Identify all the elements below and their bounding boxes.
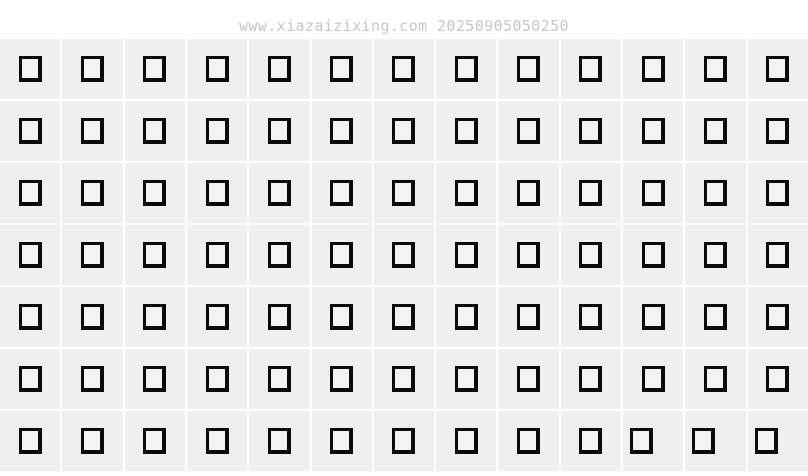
glyph-cell xyxy=(748,287,808,347)
glyph-cell xyxy=(685,411,745,471)
glyph-cell xyxy=(0,287,60,347)
glyph-cell xyxy=(125,349,185,409)
glyph-cell xyxy=(312,39,372,99)
watermark-text: www.xiazaizixing.com 20250905050250 xyxy=(238,17,570,35)
glyph-cell xyxy=(125,101,185,161)
missing-glyph-box-icon xyxy=(642,304,665,330)
glyph-cell xyxy=(748,411,808,471)
missing-glyph-box-icon xyxy=(392,304,415,330)
missing-glyph-box-icon xyxy=(19,118,42,144)
missing-glyph-box-icon xyxy=(268,118,291,144)
glyph-cell xyxy=(0,411,60,471)
glyph-cell xyxy=(125,225,185,285)
missing-glyph-box-icon xyxy=(206,428,229,454)
missing-glyph-box-icon xyxy=(143,56,166,82)
missing-glyph-box-icon xyxy=(268,180,291,206)
glyph-cell xyxy=(62,287,122,347)
glyph-cell xyxy=(374,225,434,285)
glyph-cell xyxy=(374,287,434,347)
glyph-cell xyxy=(436,101,496,161)
missing-glyph-box-icon xyxy=(392,428,415,454)
glyph-cell xyxy=(436,287,496,347)
glyph-cell xyxy=(561,163,621,223)
missing-glyph-box-icon xyxy=(19,180,42,206)
missing-glyph-box-icon xyxy=(766,366,789,392)
glyph-cell xyxy=(249,349,309,409)
missing-glyph-box-icon xyxy=(704,118,727,144)
glyph-cell xyxy=(436,349,496,409)
missing-glyph-box-icon xyxy=(517,428,540,454)
missing-glyph-box-icon xyxy=(517,366,540,392)
glyph-cell xyxy=(436,411,496,471)
missing-glyph-box-icon xyxy=(579,242,602,268)
missing-glyph-box-icon xyxy=(19,304,42,330)
glyph-cell xyxy=(498,101,558,161)
glyph-cell xyxy=(249,287,309,347)
glyph-cell xyxy=(374,411,434,471)
glyph-cell xyxy=(436,225,496,285)
missing-glyph-box-icon xyxy=(579,180,602,206)
glyph-cell xyxy=(0,163,60,223)
missing-glyph-box-icon xyxy=(766,242,789,268)
missing-glyph-box-icon xyxy=(81,180,104,206)
glyph-cell xyxy=(187,101,247,161)
glyph-cell xyxy=(748,101,808,161)
missing-glyph-box-icon xyxy=(517,180,540,206)
missing-glyph-box-icon xyxy=(19,428,42,454)
glyph-cell xyxy=(498,163,558,223)
glyph-cell xyxy=(561,349,621,409)
glyph-cell xyxy=(312,225,372,285)
glyph-cell xyxy=(187,287,247,347)
glyph-cell xyxy=(0,225,60,285)
missing-glyph-box-icon xyxy=(517,242,540,268)
glyph-cell xyxy=(374,39,434,99)
missing-glyph-box-icon xyxy=(19,56,42,82)
glyph-cell xyxy=(249,101,309,161)
glyph-cell xyxy=(374,163,434,223)
glyph-cell xyxy=(187,225,247,285)
glyph-cell xyxy=(685,287,745,347)
missing-glyph-box-icon xyxy=(206,180,229,206)
glyph-cell xyxy=(561,287,621,347)
missing-glyph-box-icon xyxy=(392,118,415,144)
glyph-cell xyxy=(436,39,496,99)
missing-glyph-box-icon xyxy=(455,242,478,268)
missing-glyph-box-icon xyxy=(268,428,291,454)
missing-glyph-box-icon xyxy=(330,304,353,330)
missing-glyph-box-icon xyxy=(143,242,166,268)
missing-glyph-box-icon xyxy=(143,118,166,144)
missing-glyph-box-icon xyxy=(642,366,665,392)
missing-glyph-box-icon xyxy=(206,304,229,330)
glyph-cell xyxy=(187,349,247,409)
glyph-cell xyxy=(685,163,745,223)
glyph-cell xyxy=(623,163,683,223)
glyph-cell xyxy=(125,163,185,223)
glyph-cell xyxy=(623,39,683,99)
glyph-cell xyxy=(249,225,309,285)
glyph-cell xyxy=(685,225,745,285)
glyph-cell xyxy=(312,101,372,161)
glyph-cell xyxy=(623,287,683,347)
missing-glyph-box-icon xyxy=(143,428,166,454)
missing-glyph-box-icon xyxy=(455,366,478,392)
glyph-cell xyxy=(623,101,683,161)
glyph-cell xyxy=(498,411,558,471)
glyph-cell xyxy=(62,349,122,409)
missing-glyph-box-icon xyxy=(704,242,727,268)
glyph-cell xyxy=(498,225,558,285)
missing-glyph-box-icon xyxy=(455,118,478,144)
glyph-cell xyxy=(436,163,496,223)
glyph-cell xyxy=(498,287,558,347)
missing-glyph-box-icon xyxy=(268,242,291,268)
missing-glyph-box-icon xyxy=(19,242,42,268)
missing-glyph-box-icon xyxy=(704,304,727,330)
missing-glyph-box-icon xyxy=(392,180,415,206)
missing-glyph-box-icon xyxy=(517,304,540,330)
missing-glyph-box-icon xyxy=(81,366,104,392)
glyph-cell xyxy=(312,349,372,409)
missing-glyph-box-icon xyxy=(19,366,42,392)
glyph-cell xyxy=(561,225,621,285)
missing-glyph-box-icon xyxy=(268,304,291,330)
glyph-cell xyxy=(561,411,621,471)
glyph-cell xyxy=(374,349,434,409)
missing-glyph-box-icon xyxy=(143,304,166,330)
glyph-cell xyxy=(685,101,745,161)
missing-glyph-box-icon xyxy=(81,242,104,268)
missing-glyph-box-icon xyxy=(330,118,353,144)
missing-glyph-box-icon xyxy=(766,304,789,330)
missing-glyph-box-icon xyxy=(642,56,665,82)
missing-glyph-box-icon xyxy=(704,56,727,82)
glyph-cell xyxy=(125,39,185,99)
missing-glyph-box-icon xyxy=(755,428,778,454)
glyph-cell xyxy=(561,101,621,161)
glyph-cell xyxy=(748,39,808,99)
missing-glyph-box-icon xyxy=(143,366,166,392)
glyph-cell xyxy=(249,163,309,223)
missing-glyph-box-icon xyxy=(455,428,478,454)
glyph-cell xyxy=(623,411,683,471)
missing-glyph-box-icon xyxy=(143,180,166,206)
glyph-cell xyxy=(374,101,434,161)
missing-glyph-box-icon xyxy=(268,366,291,392)
glyph-cell xyxy=(187,163,247,223)
missing-glyph-box-icon xyxy=(206,242,229,268)
missing-glyph-box-icon xyxy=(642,118,665,144)
glyph-cell xyxy=(187,411,247,471)
glyph-cell xyxy=(561,39,621,99)
glyph-cell xyxy=(312,163,372,223)
missing-glyph-box-icon xyxy=(766,118,789,144)
glyph-cell xyxy=(125,411,185,471)
glyph-cell xyxy=(312,411,372,471)
glyph-cell xyxy=(62,163,122,223)
glyph-cell xyxy=(62,39,122,99)
glyph-cell xyxy=(498,39,558,99)
missing-glyph-box-icon xyxy=(206,366,229,392)
glyph-cell xyxy=(748,225,808,285)
missing-glyph-box-icon xyxy=(455,304,478,330)
missing-glyph-box-icon xyxy=(766,56,789,82)
glyph-cell xyxy=(0,39,60,99)
missing-glyph-box-icon xyxy=(206,118,229,144)
missing-glyph-box-icon xyxy=(330,180,353,206)
watermark-bar xyxy=(0,0,808,39)
glyph-grid xyxy=(0,39,808,471)
missing-glyph-box-icon xyxy=(579,118,602,144)
missing-glyph-box-icon xyxy=(81,118,104,144)
missing-glyph-box-icon xyxy=(455,180,478,206)
glyph-cell xyxy=(498,349,558,409)
missing-glyph-box-icon xyxy=(330,242,353,268)
missing-glyph-box-icon xyxy=(81,428,104,454)
missing-glyph-box-icon xyxy=(579,366,602,392)
glyph-cell xyxy=(187,39,247,99)
glyph-cell xyxy=(312,287,372,347)
glyph-cell xyxy=(249,411,309,471)
glyph-cell xyxy=(748,349,808,409)
missing-glyph-box-icon xyxy=(692,428,715,454)
glyph-cell xyxy=(623,225,683,285)
missing-glyph-box-icon xyxy=(330,366,353,392)
missing-glyph-box-icon xyxy=(579,304,602,330)
missing-glyph-box-icon xyxy=(517,118,540,144)
missing-glyph-box-icon xyxy=(392,366,415,392)
missing-glyph-box-icon xyxy=(630,428,653,454)
glyph-cell xyxy=(623,349,683,409)
glyph-cell xyxy=(125,287,185,347)
missing-glyph-box-icon xyxy=(642,180,665,206)
missing-glyph-box-icon xyxy=(579,428,602,454)
missing-glyph-box-icon xyxy=(704,180,727,206)
missing-glyph-box-icon xyxy=(642,242,665,268)
missing-glyph-box-icon xyxy=(455,56,478,82)
glyph-cell xyxy=(685,39,745,99)
glyph-cell xyxy=(0,349,60,409)
glyph-cell xyxy=(685,349,745,409)
missing-glyph-box-icon xyxy=(268,56,291,82)
glyph-cell xyxy=(62,411,122,471)
glyph-cell xyxy=(748,163,808,223)
missing-glyph-box-icon xyxy=(81,304,104,330)
glyph-cell xyxy=(62,101,122,161)
missing-glyph-box-icon xyxy=(81,56,104,82)
missing-glyph-box-icon xyxy=(330,56,353,82)
missing-glyph-box-icon xyxy=(206,56,229,82)
glyph-cell xyxy=(249,39,309,99)
missing-glyph-box-icon xyxy=(766,180,789,206)
missing-glyph-box-icon xyxy=(330,428,353,454)
missing-glyph-box-icon xyxy=(704,366,727,392)
missing-glyph-box-icon xyxy=(392,242,415,268)
glyph-cell xyxy=(0,101,60,161)
glyph-cell xyxy=(62,225,122,285)
missing-glyph-box-icon xyxy=(579,56,602,82)
missing-glyph-box-icon xyxy=(517,56,540,82)
missing-glyph-box-icon xyxy=(392,56,415,82)
